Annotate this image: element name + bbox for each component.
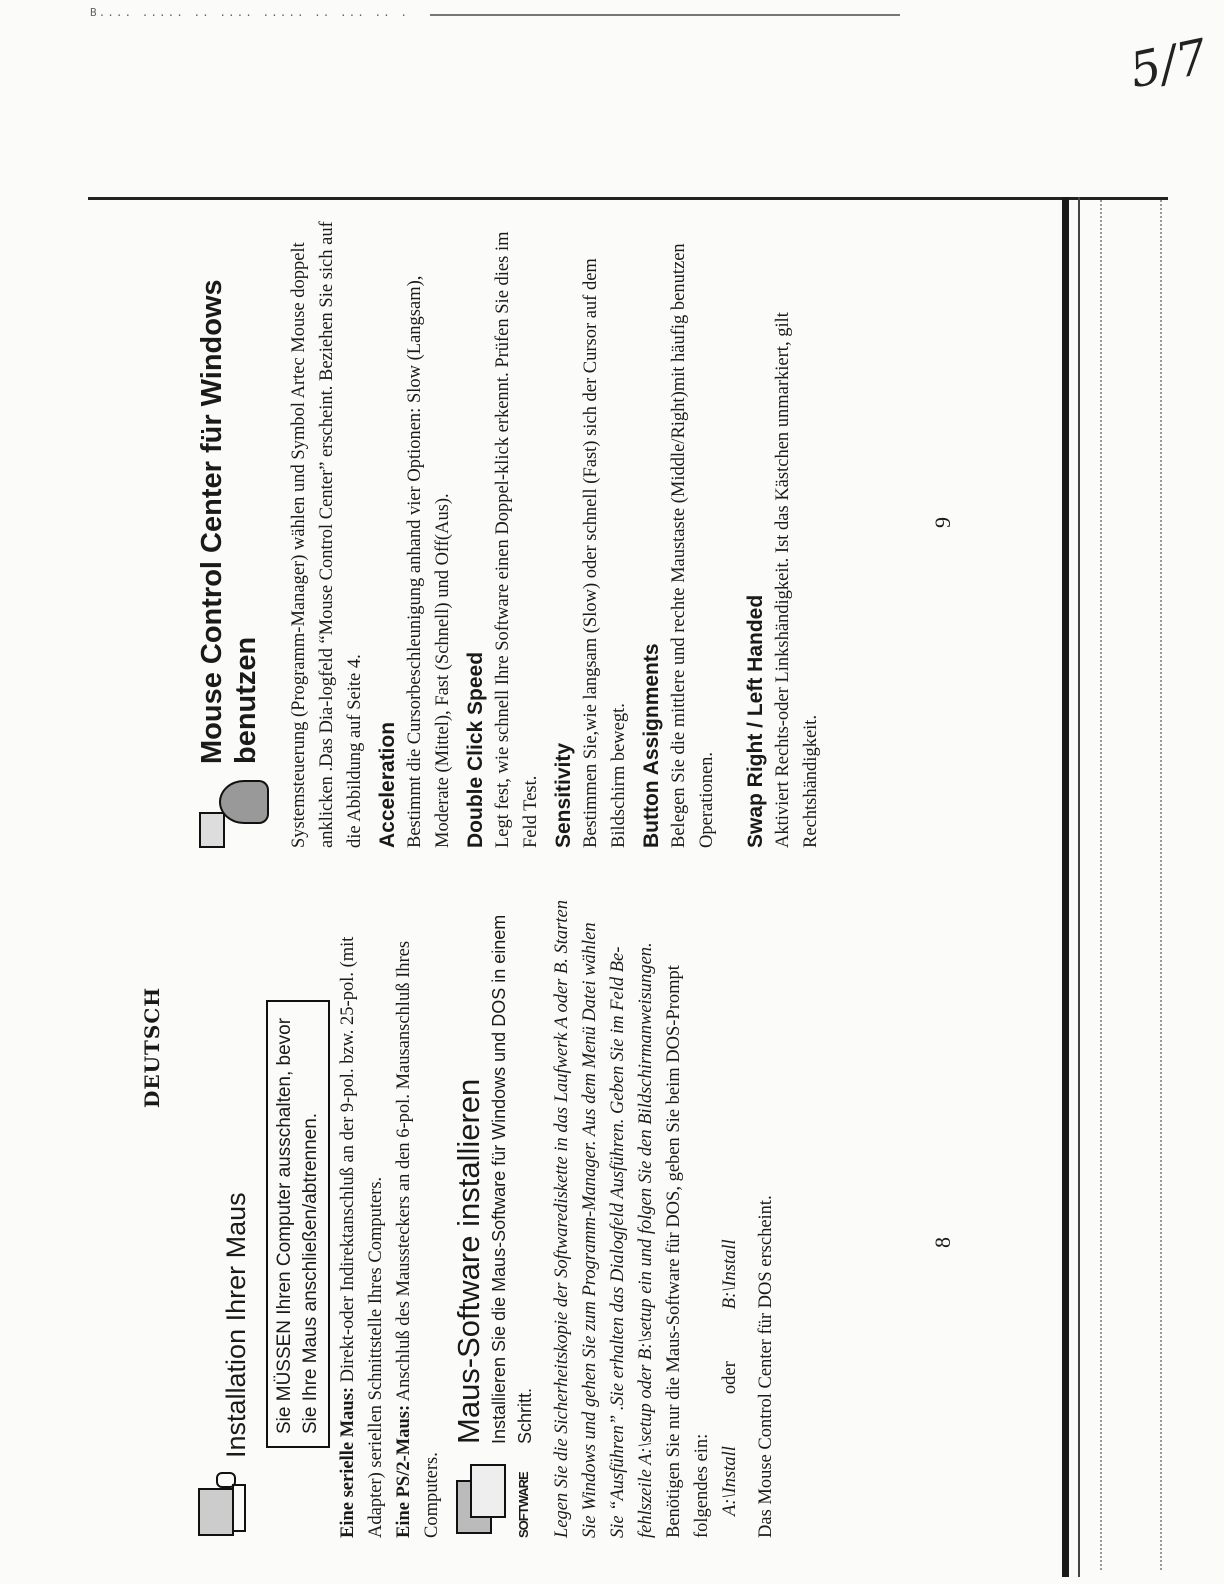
ps2-mouse-label: Eine PS/2-Maus: <box>394 1404 414 1538</box>
warning-box: Sie MÜSSEN Ihren Computer ausschalten, bevor Sie Ihre Maus anschließen/abtrennen. <box>266 1000 330 1448</box>
serial-mouse-label: Eine serielle Maus: <box>338 1386 358 1538</box>
dos-result: Das Mouse Control Center für DOS erscheint. <box>756 1195 776 1538</box>
install-title: Installation Ihrer Maus <box>221 1192 251 1458</box>
dos-instructions: Benötigen Sie nur die Maus-Software für DOS, geben Sie beim DOS-Prompt folgendes ein: <box>664 965 712 1538</box>
serial-mouse-text: Direkt-oder Indirektanschluß an der 9-pol. bzw. 25-pol. (mit Adapter) seriellen Schnittstelle Ihres Computers. <box>338 936 386 1538</box>
acceleration-heading: Acceleration <box>376 721 399 848</box>
page-border <box>88 197 1168 200</box>
rotated-manual-spread <box>80 208 1090 1548</box>
mcc-title-row <box>195 218 271 848</box>
ps2-mouse-text: Anschluß des Maussteckers an den 6-pol. Mausanschluß Ihres Computers. <box>394 940 442 1538</box>
button-assign-heading: Button Assignments <box>640 643 663 848</box>
double-click-heading: Double Click Speed <box>464 651 487 848</box>
swap-heading: Swap Right / Left Handed <box>744 594 767 848</box>
computer-icon <box>194 1472 250 1538</box>
software-section-header <box>452 898 538 1538</box>
software-disk-icon <box>452 1458 532 1538</box>
windows-mouse-icon <box>195 778 271 848</box>
sensitivity-text: Bestimmen Sie,wie langsam (Slow) oder schnell (Fast) sich der Cursor auf dem Bildschirm bewegt. <box>581 258 629 848</box>
cmd-a: A:\Install <box>720 1446 740 1516</box>
software-icon-label: SOFTWARE <box>516 1472 531 1538</box>
cmd-b: B:\Install <box>720 1239 740 1310</box>
install-instructions: Legen Sie die Sicherheitskopie der Softwarediskette in das Laufwerk A oder B. Starten Sie Windows und gehen Sie zum Programm-Manager. Aus dem Menü Datei wählen Sie “Ausführen” .Sie erhalten das Dialogfeld Ausführen. Geben Sie im Feld Be-fehlszeile A:\setup oder B:\setup ein und folgen Sie den Bildschirmanweisungen. <box>552 900 656 1538</box>
mcc-intro: Systemsteuerung (Programm-Manager) wählen und Symbol Artec Mouse doppelt anklicken .Das Dia-logfeld “Mouse Control Center” erscheint. Beziehen Sie sich auf die Abbildung auf Seite 4. <box>289 221 365 848</box>
fax-header-rule <box>430 14 900 16</box>
software-intro: Installieren Sie die Maus-Software für Windows und DOS in einem Schritt. <box>489 914 535 1444</box>
cmd-or: oder <box>720 1361 740 1395</box>
handwritten-page-mark: 5/7 <box>1125 28 1213 100</box>
mcc-title: Mouse Control Center für Windows benutzen <box>196 279 262 764</box>
install-title-row <box>190 898 250 1538</box>
scan-noise-dots <box>1160 200 1163 1570</box>
ps2-mouse-paragraph <box>390 898 446 1538</box>
software-title: Maus-Software installieren <box>451 1078 486 1444</box>
language-heading: DEUTSCH <box>140 986 164 1108</box>
acceleration-text: Bestimmt die Cursorbeschleunigung anhand vier Optionen: Slow (Langsam), Moderate (Mittel), Fast (Schnell) und Off(Aus). <box>405 275 453 848</box>
button-assign-text: Belegen Sie die mittlere und rechte Maustaste (Middle/Right)mit häufig benutzen Operationen. <box>669 243 717 848</box>
page-number-right: 9 <box>930 517 955 528</box>
page-right <box>195 218 825 848</box>
page-number-left: 8 <box>930 1237 955 1248</box>
swap-text: Aktiviert Rechts-oder Linkshändigkeit. Ist das Kästchen unmarkiert, gilt Rechtshändigkeit. <box>773 312 821 848</box>
double-click-text: Legt fest, wie schnell Ihre Software einen Doppel-klick erkennt. Prüfen Sie dies im Feld Test. <box>493 231 541 848</box>
scan-noise-dots <box>1100 200 1103 1570</box>
serial-mouse-paragraph <box>334 898 390 1538</box>
page-left <box>190 898 780 1538</box>
sensitivity-heading: Sensitivity <box>552 742 575 848</box>
fax-header: B.... ..... .. .... ..... .. ... .. . <box>90 6 410 19</box>
dos-commands <box>716 898 744 1516</box>
